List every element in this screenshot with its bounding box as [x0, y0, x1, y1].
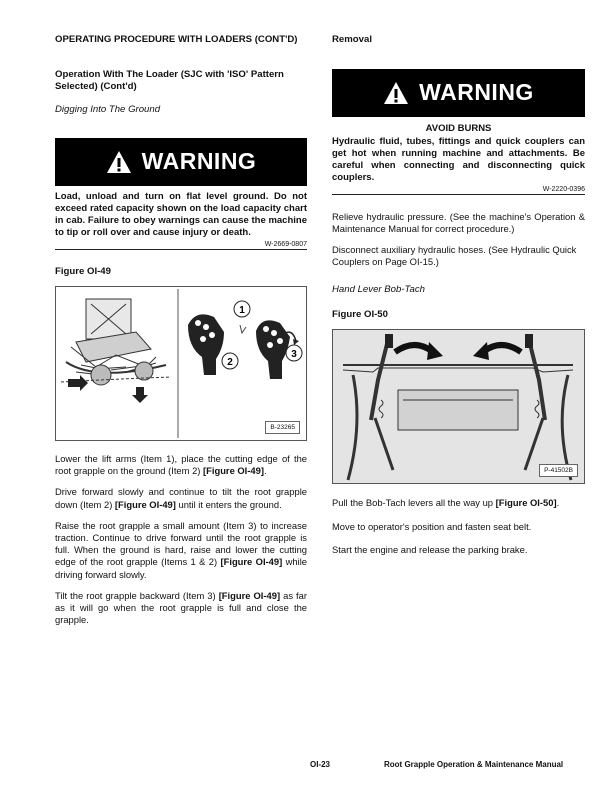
warning-label: WARNING — [419, 79, 534, 105]
para-text: as far as it will go when the root grapple is full and close the grapple. — [55, 589, 307, 626]
para-text: Lower the lift arms (Item 1), place the cutting edge of the root grapple on the ground (Item 2) — [55, 453, 307, 477]
warning-triangle-icon — [106, 150, 132, 174]
para-text: . — [556, 497, 560, 509]
loader-grapple-illustration — [56, 287, 306, 440]
figure-oi-49 — [55, 286, 307, 441]
divider — [55, 249, 307, 250]
figure-id: P-41502B — [539, 464, 578, 477]
right-column — [332, 34, 585, 556]
section-heading: OPERATING PROCEDURE WITH LOADERS (CONT'D) — [55, 34, 298, 45]
manual-title: Root Grapple Operation & Maintenance Manual — [384, 760, 564, 769]
section-heading: Removal — [332, 34, 372, 45]
callout-2 — [222, 353, 238, 369]
para-text: while driving forward slowly. — [55, 556, 307, 580]
divider — [332, 194, 585, 195]
callout-1-label: 1 — [239, 305, 245, 316]
warning-title: AVOID BURNS — [425, 122, 492, 134]
figure-title: Figure OI-49 — [55, 265, 111, 277]
paragraph-pull-levers — [332, 497, 585, 509]
warning-banner — [55, 138, 307, 186]
topic-title: Digging Into The Ground — [55, 104, 161, 115]
paragraph-raise-grapple — [55, 520, 307, 581]
warning-label: WARNING — [141, 148, 257, 174]
callout-2-label: 2 — [227, 357, 233, 368]
para-text: Tilt the root grapple backward (Item 3) — [55, 589, 219, 601]
warning-code: W-2220-0396 — [542, 185, 585, 193]
figure-reference: [Figure OI-49] — [220, 556, 283, 568]
subsection-heading: Operation With The Loader (SJC with 'ISO' Pattern Selected) (Cont'd) — [55, 69, 284, 92]
callout-3-label: 3 — [291, 349, 297, 360]
warning-block — [55, 138, 307, 250]
figure-oi-50 — [332, 329, 585, 484]
warning-block — [332, 69, 585, 195]
paragraph-tilt-grapple — [55, 590, 307, 627]
topic-title: Hand Lever Bob-Tach — [332, 284, 425, 296]
page-number: OI-23 — [310, 760, 331, 769]
paragraph-drive-forward — [55, 486, 307, 510]
figure-reference: [Figure OI-49] — [203, 465, 264, 477]
warning-triangle-icon — [383, 81, 409, 105]
warning-banner — [332, 69, 585, 117]
para-text: Raise the root grapple a small amount (Item 3) to increase traction. Continue to drive forward until the root grapple is full. When the ground is hard, raise and lower the cutting edge of the root grapple (Items 1 & 2) — [55, 519, 307, 568]
paragraph-relieve-pressure: Relieve hydraulic pressure. (See the machine's Operation & Maintenance Manual for correct procedure.) — [332, 210, 585, 234]
paragraph-seat-belt: Move to operator's position and fasten seat belt. — [332, 520, 532, 532]
para-text: . — [263, 465, 267, 477]
figure-reference: [Figure OI-50] — [495, 497, 557, 509]
paragraph-lower-lift-arms — [55, 453, 307, 477]
warning-code: W-2669-0807 — [264, 240, 307, 248]
warning-text: Load, unload and turn on flat level ground. Do not exceed rated capacity shown on the load capacity chart in cab. Failure to obey warnings can cause the machine to tip or roll over and cause injury or death. — [55, 190, 307, 238]
para-text: Pull the Bob-Tach levers all the way up — [332, 497, 496, 509]
left-column — [55, 34, 307, 626]
para-text: until it enters the ground. — [175, 498, 282, 510]
paragraph-start-engine: Start the engine and release the parking brake. — [332, 543, 528, 555]
warning-text: Hydraulic fluid, tubes, fittings and quick couplers can get hot when running machine and attachments. Be careful when connecting and disconnecting quick couplers. — [332, 135, 585, 183]
figure-reference: [Figure OI-49] — [114, 498, 176, 510]
paragraph-disconnect-hoses: Disconnect auxiliary hydraulic hoses. (See Hydraulic Quick Couplers on Page OI-15.) — [332, 243, 577, 268]
bob-tach-lever-illustration — [333, 330, 584, 483]
para-text: Drive forward slowly and continue to tilt the root grapple down (Item 2) — [55, 486, 307, 510]
figure-id: B-23265 — [265, 421, 300, 434]
callout-3 — [286, 345, 302, 361]
figure-reference: [Figure OI-49] — [218, 589, 281, 601]
callout-1 — [234, 301, 250, 317]
figure-title: Figure OI-50 — [332, 308, 388, 320]
